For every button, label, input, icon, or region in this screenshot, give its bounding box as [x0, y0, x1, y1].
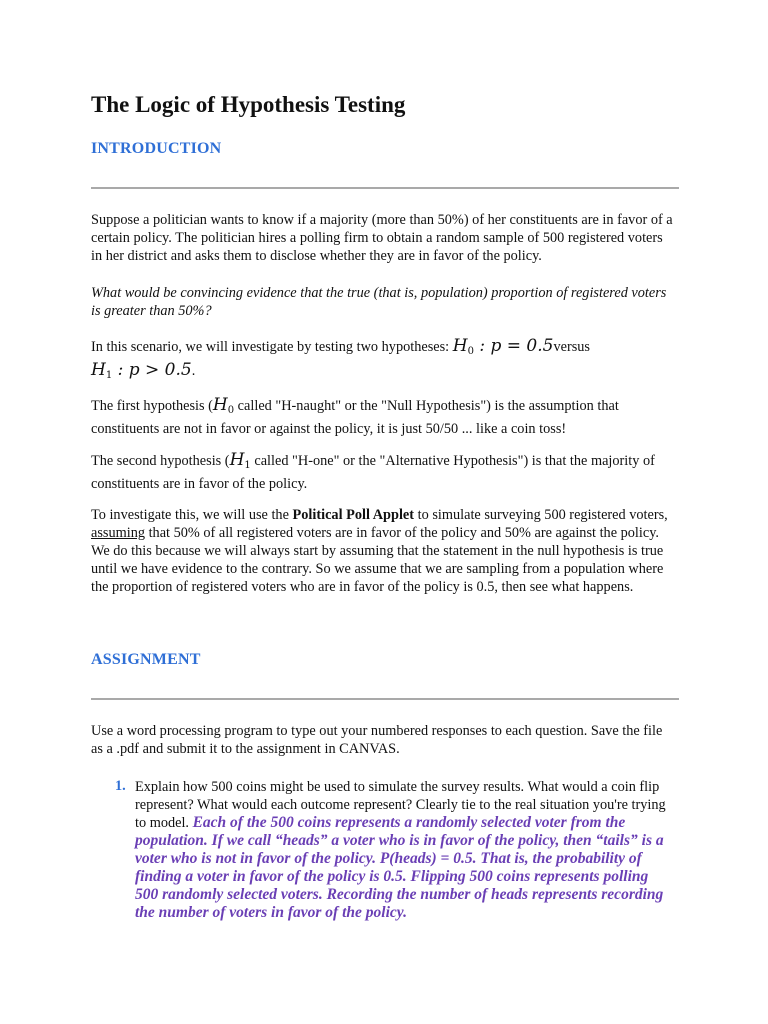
null-hypothesis-paragraph: The first hypothesis ($H_0$ called "H-naught" or the "Null Hypothesis") is the assumption that constituents are not in favor or against the policy, it is just 50/50 ... like a coin toss! — [91, 395, 619, 437]
introduction-heading: INTRODUCTION — [91, 140, 222, 157]
applet-name: Political Poll Applet — [292, 507, 415, 523]
question-1-text: Explain how 500 coins might be used to simulate the survey results. What would a coin flip represent? What would each outcome represent? Clearly tie to the real situation you're trying to model. — [135, 779, 666, 831]
assignment-instructions: Use a word processing program to type out your numbered responses to each question. Save the file as a .pdf and submit it to the assignment in CANVAS. — [91, 723, 663, 757]
section-divider — [91, 698, 679, 700]
intro-paragraph: Suppose a politician wants to know if a majority (more than 50%) of her constituents are in favor of a certain policy. The politician hires a polling firm to obtain a random sample of 500 registered voters in her district and asks them to disclose whether they are in favor of the policy. — [91, 212, 673, 264]
sentence-end: . — [191, 363, 196, 379]
question-text: What would be convincing evidence that the true (that is, population) proportion of registered voters is greater than 50%? — [91, 285, 667, 319]
applet-paragraph: To investigate this, we will use the Political Poll Applet to simulate surveying 500 registered voters, assuming that 50% of all registered voters are in favor of the policy and 50% are against the policy. We do this because we will always start by assuming that the statement in the null hypothesis is true until we have evidence to the contrary. So we assume that we are sampling from a population where the proportion of registered voters who are in favor of the policy is 0.5, then see what happens. — [91, 507, 668, 595]
assignment-heading: ASSIGNMENT — [91, 651, 201, 668]
null-hypothesis-symbol: $H_0$ — [212, 395, 235, 416]
hypotheses-lead: In this scenario, we will investigate by testing two hypotheses: — [91, 339, 453, 355]
list-item — [135, 778, 675, 922]
versus-word: versus — [553, 339, 590, 355]
answer-1-text: Each of the 500 coins represents a randomly selected voter from the population. If we call “heads” a voter who is in favor of the policy, then “tails” is a voter who is not in favor of the policy. P(heads) = 0.5. That is, the probability of finding a voter in favor of the policy is 0.5. Flipping 500 coins represents polling 500 randomly selected voters. Recording the number of heads represents recording the number of voters in favor of the policy. — [135, 814, 664, 921]
alternative-hypothesis-symbol: $H_1$ — [229, 450, 251, 471]
assuming-underlined: assuming — [91, 525, 146, 541]
hypotheses-paragraph — [91, 337, 676, 385]
section-divider — [91, 187, 679, 189]
null-hypothesis-formula: $H_0$ : p = 0.5 — [452, 336, 554, 357]
question-paragraph — [91, 284, 676, 320]
alternative-hypothesis-formula: $H_1$ : p > 0.5 — [91, 360, 192, 381]
alternative-hypothesis-paragraph: The second hypothesis ($H_1$ called "H-one" or the "Alternative Hypothesis") is that the majority of constituents are in favor of the policy. — [91, 450, 655, 492]
page-title: The Logic of Hypothesis Testing — [91, 92, 406, 117]
list-item-number: 1. — [115, 778, 126, 794]
